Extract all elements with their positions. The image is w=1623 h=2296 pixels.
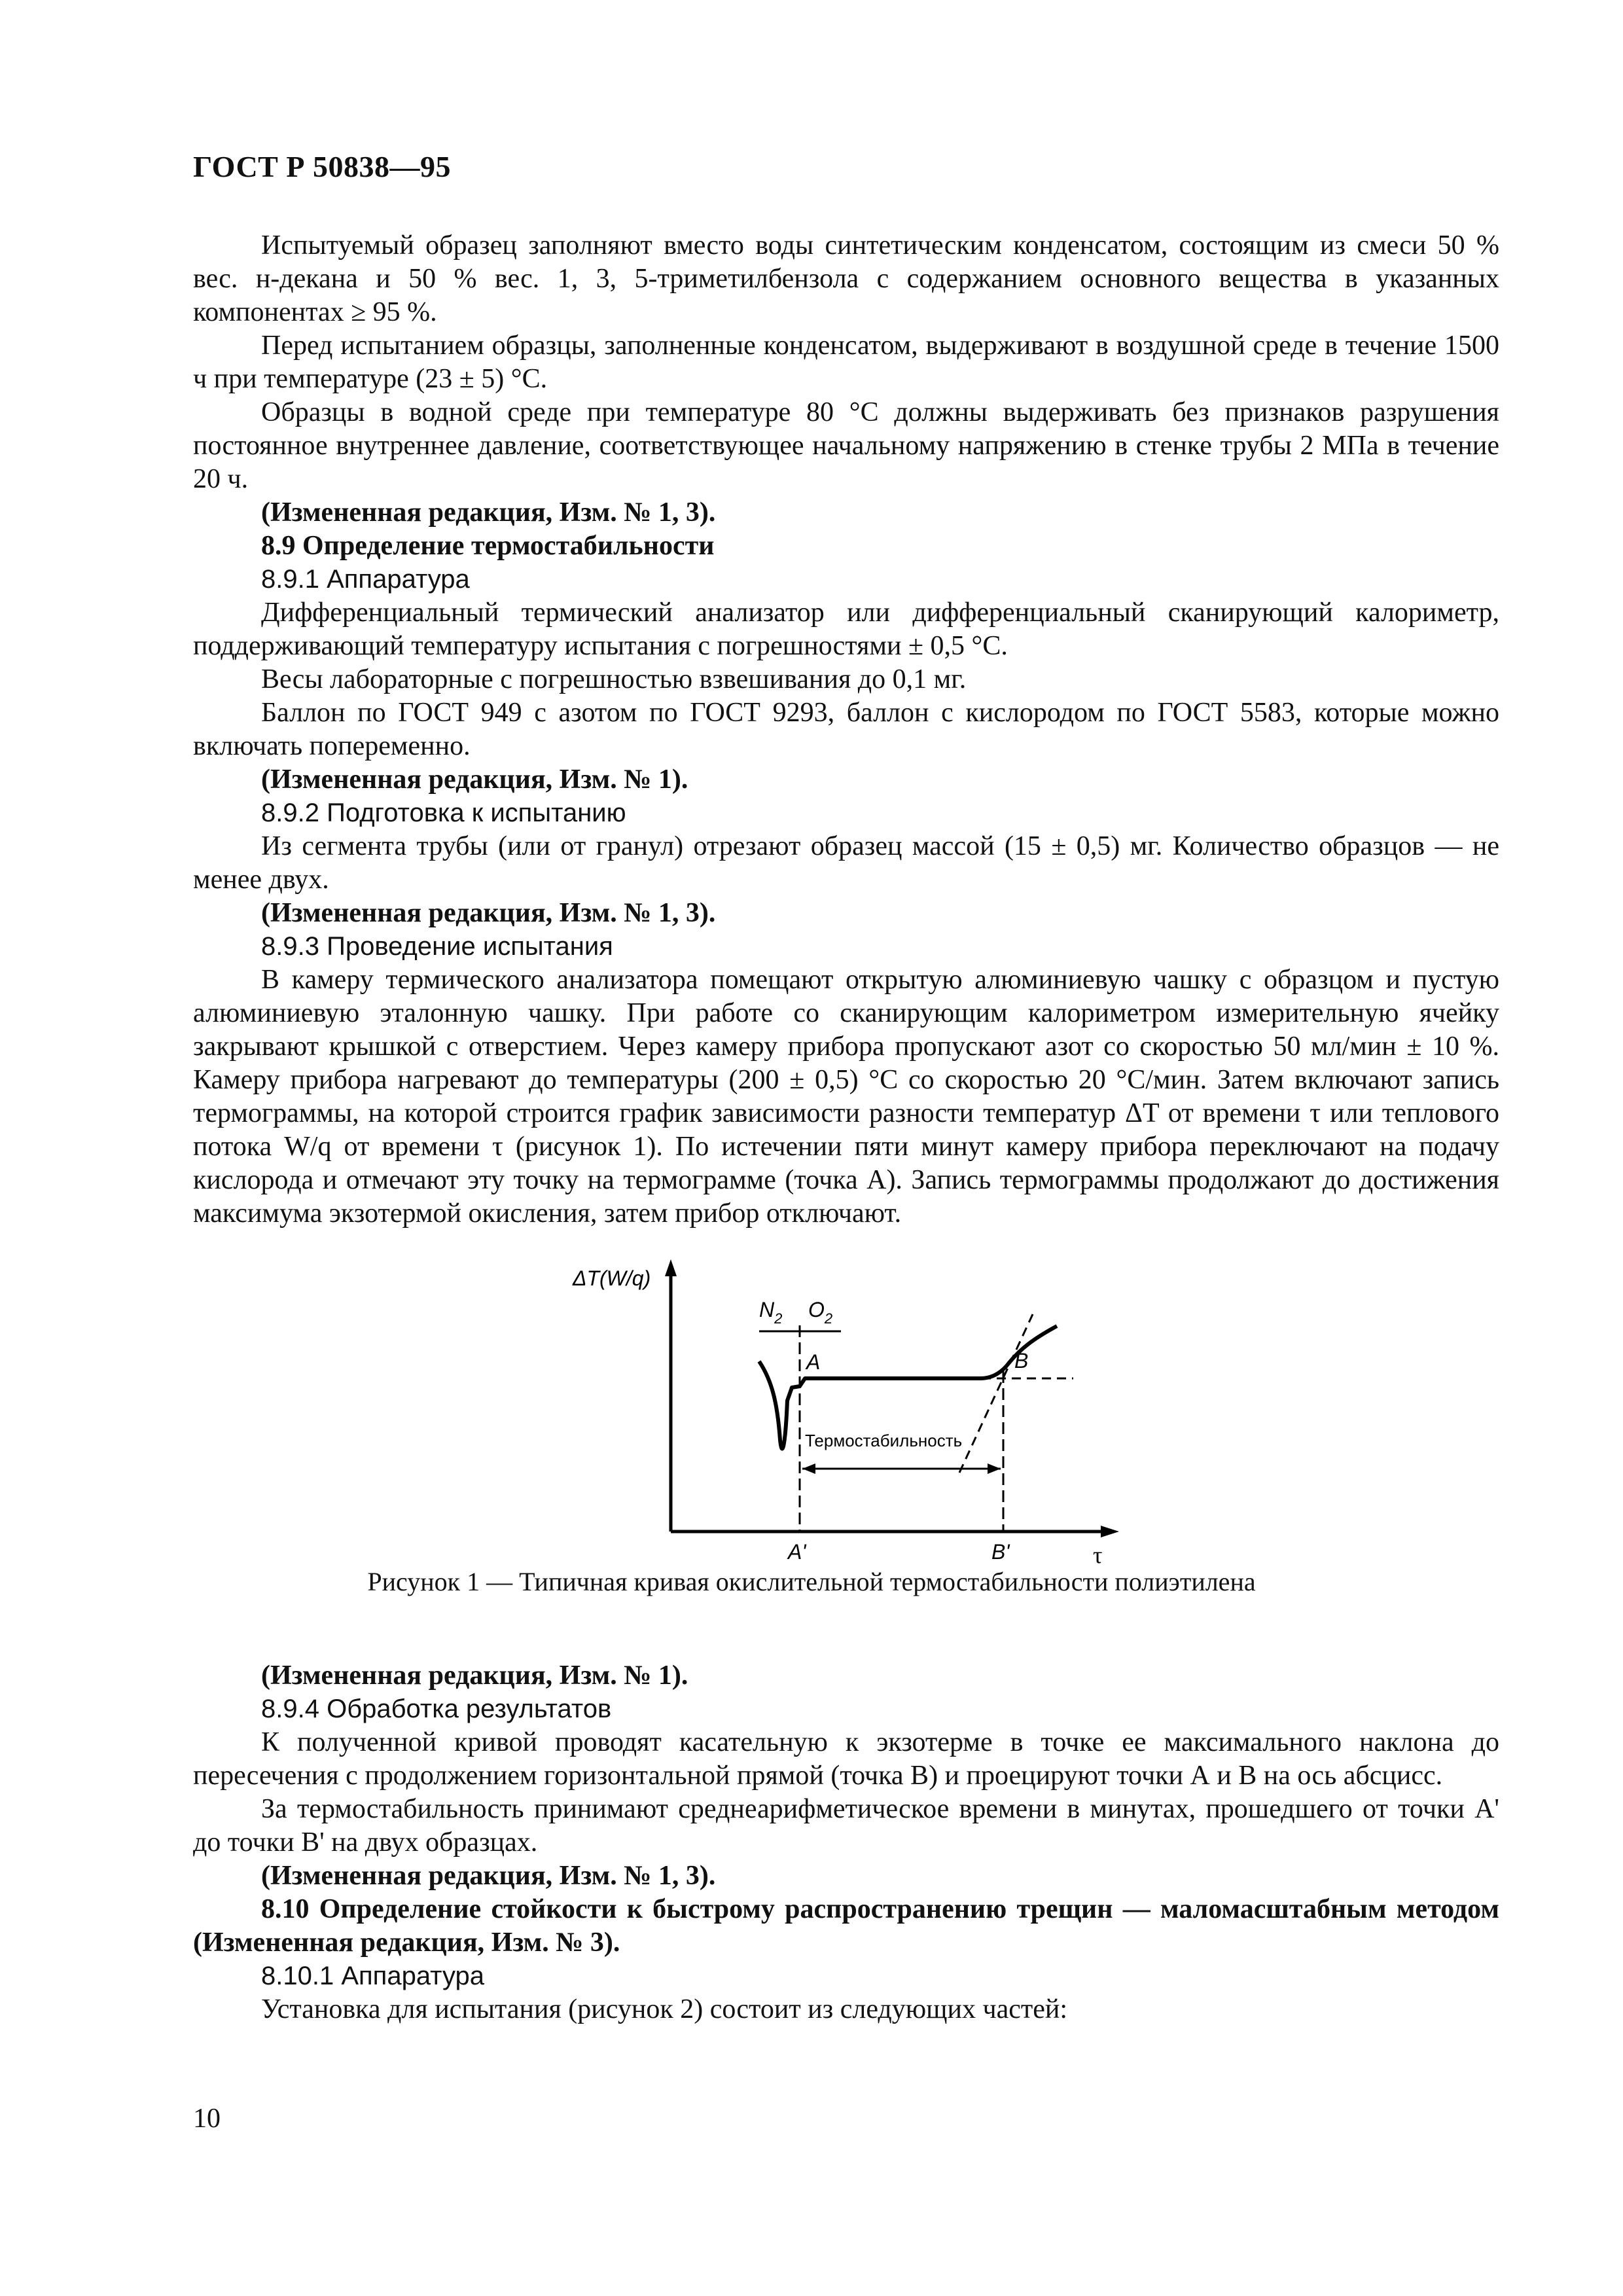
paragraph: (Измененная редакция, Изм. № 1, 3). (261, 1861, 716, 1891)
y-axis-arrow (665, 1259, 677, 1276)
document-header: ГОСТ Р 50838—95 (193, 150, 451, 183)
paragraph: За термостабильность принимают среднеарифметическое времени в минутах, прошедшего от точки А' до точки В' на двух образцах. (193, 1794, 1499, 1857)
paragraph: (Измененная редакция, Изм. № 1, 3). (261, 898, 716, 928)
paragraph: (Измененная редакция, Изм. № 1). (261, 1660, 688, 1691)
paragraph: Перед испытанием образцы, заполненные конденсатом, выдерживают в воздушной среде в течение 1500 ч при температуре (23 ± 5) °С. (193, 331, 1499, 394)
x-axis-label: τ (1093, 1542, 1103, 1564)
text-block-bottom (193, 1659, 1499, 2026)
paragraph: 8.9.1 Аппаратура (261, 565, 470, 594)
interval-arrow-right (988, 1463, 1001, 1474)
paragraph: 8.9.4 Обработка результатов (261, 1695, 612, 1723)
paragraph: К полученной кривой проводят касательную к экзотерме в точке ее максимального наклона до пересечения с продолжением горизонтальной прямой (точка В) и проецируют точки А и В на ось абсцисс. (193, 1727, 1499, 1791)
interval-arrow-left (802, 1463, 815, 1474)
y-axis-label: ΔT(W/q) (573, 1266, 651, 1290)
paragraph: 8.9.3 Проведение испытания (261, 932, 613, 961)
paragraph: Испытуемый образец заполняют вместо воды синтетическим конденсатом, состоящим из смеси 50 % вес. н-декана и 50 % вес. 1, 3, 5-триметилбензола с содержанием основного вещества в указанных компонентах ≥ 95 %. (193, 230, 1499, 327)
page-number: 10 (193, 2104, 221, 2134)
paragraph: 8.9 Определение термостабильности (261, 531, 715, 561)
paragraph: (Измененная редакция, Изм. № 1). (261, 764, 688, 795)
paragraph: (Измененная редакция, Изм. № 1, 3). (261, 497, 716, 528)
tick-b-label: B' (991, 1540, 1010, 1564)
interval-label: Термостабильность (805, 1431, 963, 1450)
point-b-label: B (1014, 1349, 1029, 1372)
x-axis-arrow (1101, 1526, 1119, 1537)
paragraph: Установка для испытания (рисунок 2) состоит из следующих частей: (261, 1994, 1068, 2024)
paragraph: Дифференциальный термический анализатор или дифференциальный сканирующий калориметр, поддерживающий температуру испытания с погрешностями ± 0,5 °С. (193, 598, 1499, 661)
paragraph: Весы лабораторные с погрешностью взвешивания до 0,1 мг. (261, 664, 967, 694)
tick-a-label: A' (788, 1540, 806, 1564)
figure-thermostability (569, 1257, 1132, 1564)
tangent-line (959, 1314, 1033, 1473)
paragraph: В камеру термического анализатора помещают открытую алюминиевую чашку с образцом и пустую алюминиевую эталонную чашку. При работе со сканирующим калориметром измерительную ячейку закрывают крышкой с отверстием. Через камеру прибора пропускают азот со скоростью 50 мл/мин ± 10 %. Камеру прибора нагревают до температуры (200 ± 0,5) °С со скоростью 20 °С/мин. Затем включают запись термограммы, на которой строится график зависимости разности температур ΔT от времени τ или теплового потока W/q от времени τ (рисунок 1). По истечении пяти минут камеру прибора переключают на подачу кислорода и отмечают эту точку на термограмме (точка А). Запись термограммы продолжают до достижения максимума экзотермой окисления, затем прибор отключают. (193, 965, 1499, 1229)
text-block-top (193, 229, 1499, 1230)
paragraph: Баллон по ГОСТ 949 с азотом по ГОСТ 9293, баллон с кислородом по ГОСТ 5583, которые можно включать попеременно. (193, 698, 1499, 761)
gas1-label: $N_2$ (759, 1298, 783, 1327)
paragraph: 8.10 Определение стойкости к быстрому распространению трещин — маломасштабным методом (Измененная редакция, Изм. № 3). (193, 1894, 1499, 1958)
paragraph: 8.10.1 Аппаратура (261, 1962, 484, 1990)
paragraph: 8.9.2 Подготовка к испытанию (261, 798, 626, 827)
gas2-label: $O_2$ (808, 1298, 833, 1327)
point-a-label: A (806, 1350, 821, 1374)
paragraph: Образцы в водной среде при температуре 80 °С должны выдерживать без признаков разрушения постоянное внутреннее давление, соответствующее начальному напряжению в стенке трубы 2 МПа в течение 20 ч. (193, 397, 1499, 494)
paragraph: Из сегмента трубы (или от гранул) отрезают образец массой (15 ± 0,5) мг. Количество образцов — не менее двух. (193, 831, 1499, 895)
figure-caption: Рисунок 1 — Типичная кривая окислительной термостабильности полиэтилена (367, 1567, 1256, 1596)
